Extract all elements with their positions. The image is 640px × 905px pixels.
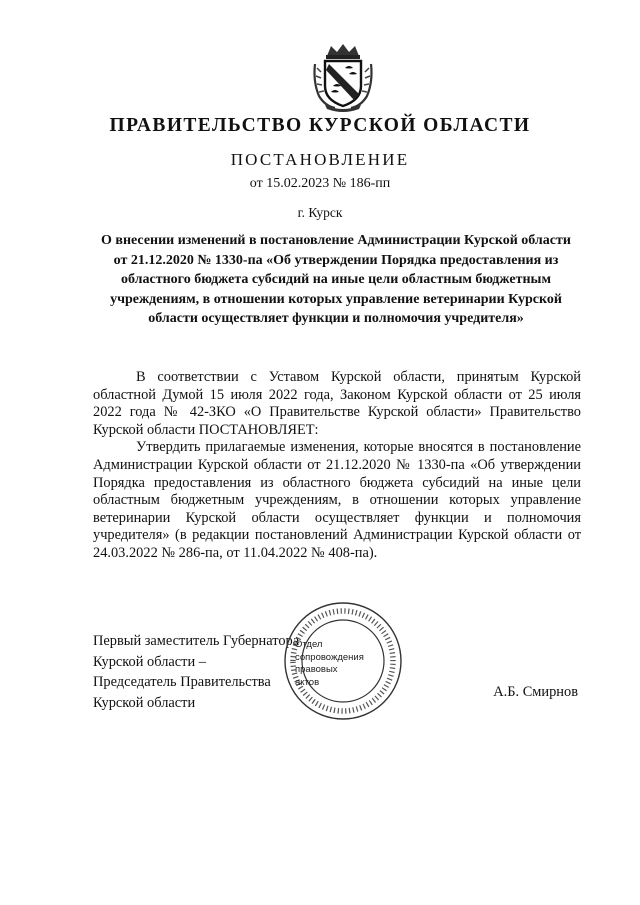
document-body [93, 369, 581, 563]
signatory-title-line: Курской области [93, 694, 196, 711]
coat-of-arms-icon [311, 42, 375, 112]
signatory-name: А.Б. Смирнов [493, 684, 578, 700]
signatory-title-line: Первый заместитель Губернатора [93, 633, 300, 649]
signatory-title-line: Курской области – [93, 653, 206, 670]
document-city: г. Курск [297, 205, 343, 220]
body-paragraph-decision: Утвердить прилагаемые изменения, которые вносятся в постановление Администрации Курской области от 21.12.2020 № 1330-па «Об утверждении Порядка предоставления из областного бюджета субсидий на иные цели областным бюджетным учреждениям, в отношении которых управление ветеринарии Курской области осуществляет функции и полномочия учредителя» (в редакции постановлений Администрации Курской области от 24.03.2022 № 286-па, от 11.04.2022 № 408-па). [93, 439, 581, 561]
stamp-line: сопровождения [295, 651, 364, 663]
stamp-line: актов [295, 676, 320, 688]
document-type: ПОСТАНОВЛЕНИЕ [230, 150, 410, 169]
signatory-title-block [93, 631, 299, 713]
body-paragraph-preamble: В соответствии с Уставом Курской области, принятым Курской областной Думой 15 июля 2022 года, Законом Курской области от 25 июля 2022 года № 42-ЗКО «О Правительстве Курской области» Правительство Курской области ПОСТАНОВЛЯЕТ: [93, 369, 581, 438]
signatory-title-line: Председатель Правительства [93, 674, 271, 690]
stamp-center-text [295, 639, 391, 689]
document-heading: О внесении изменений в постановление Администрации Курской области от 21.12.2020 № 1330-па «Об утверждении Порядка предоставления из областного бюджета субсидий на иные цели областным бюджетным учреждениям, в отношении которых управление ветеринарии Курской области осуществляет функции и полномочия учредителя» [101, 233, 571, 326]
stamp-line: правовых [295, 664, 338, 675]
stamp-line: Отдел [295, 639, 323, 650]
government-title: ПРАВИТЕЛЬСТВО КУРСКОЙ ОБЛАСТИ [109, 115, 531, 136]
document-date-number: от 15.02.2023 № 186-пп [249, 176, 391, 191]
official-stamp [281, 599, 405, 723]
